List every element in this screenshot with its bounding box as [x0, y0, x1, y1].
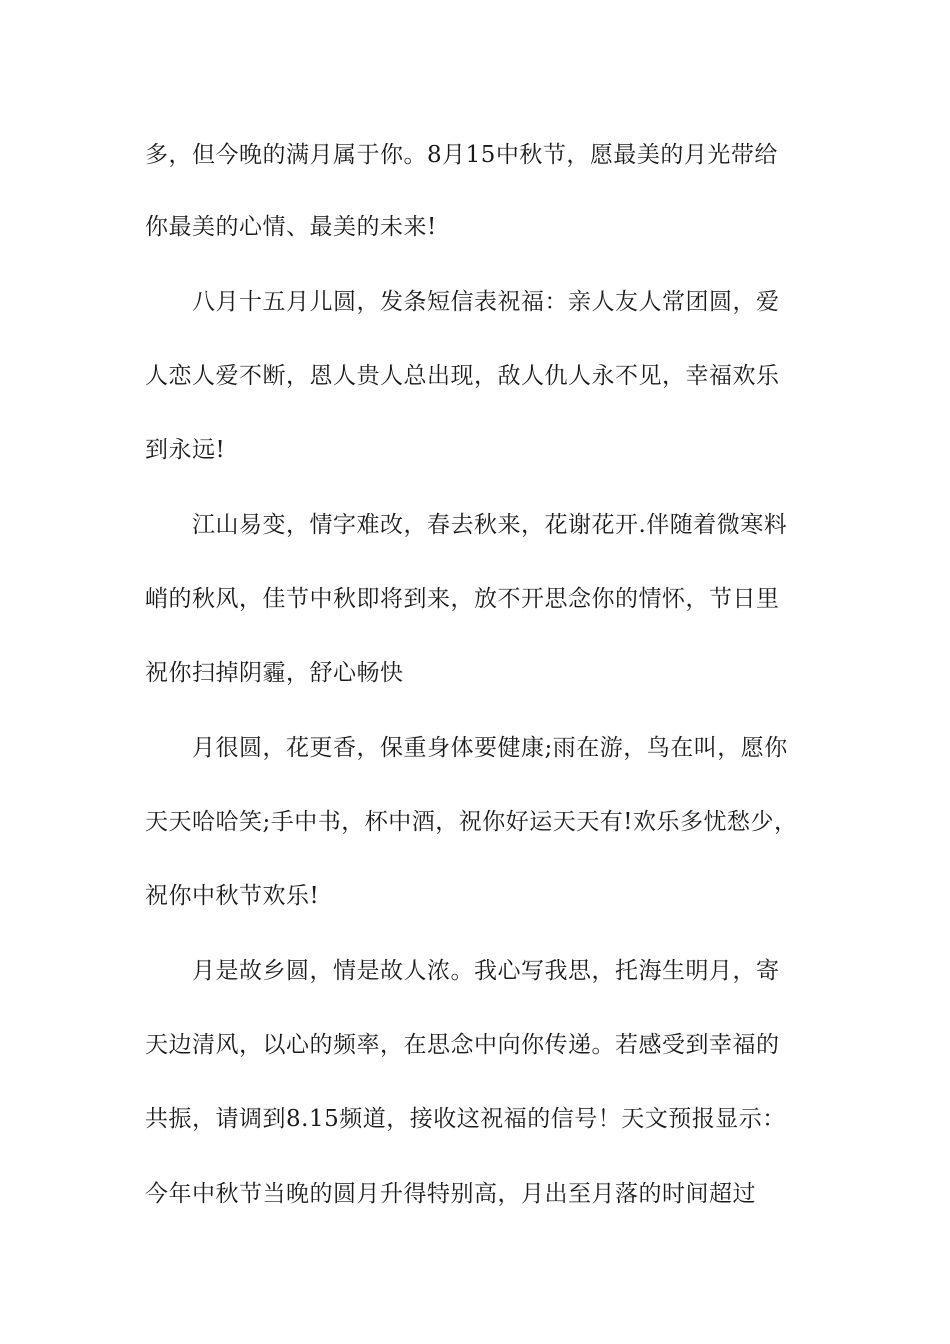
- paragraph-start-line: 八月十五月儿圆，发条短信表祝福：亲人友人常团圆，爱: [192, 289, 780, 315]
- text-line: 祝你扫掉阴霾，舒心畅快: [145, 660, 404, 686]
- text-line: 祝你中秋节欢乐!: [145, 883, 320, 909]
- text-line: 共振，请调到8.15频道，接收这祝福的信号！天文预报显示：: [145, 1106, 786, 1132]
- text-line: 天边清风，以心的频率，在思念中向你传递。若感受到幸福的: [145, 1032, 780, 1058]
- text-line: 天天哈哈笑;手中书，杯中酒，祝你好运天天有!欢乐多忧愁少，: [145, 809, 798, 835]
- text-line: 今年中秋节当晚的圆月升得特别高，月出至月落的时间超过: [145, 1181, 756, 1207]
- text-line: 到永远!: [145, 437, 226, 463]
- text-line: 多，但今晚的满月属于你。8月15中秋节，愿最美的月光带给: [145, 142, 778, 168]
- text-line: 峭的秋风，佳节中秋即将到来，放不开思念你的情怀，节日里: [145, 586, 780, 612]
- text-line: 你最美的心情、最美的未来!: [145, 214, 437, 240]
- text-line: 人恋人爱不断，恩人贵人总出现，敌人仇人永不见，幸福欢乐: [145, 363, 780, 389]
- paragraph-start-line: 月是故乡圆，情是故人浓。我心写我思，托海生明月，寄: [192, 958, 780, 984]
- paragraph-start-line: 江山易变，情字难改，春去秋来，花谢花开.伴随着微寒料: [192, 512, 788, 538]
- paragraph-start-line: 月很圆，花更香，保重身体要健康;雨在游，鸟在叫，愿你: [192, 735, 788, 761]
